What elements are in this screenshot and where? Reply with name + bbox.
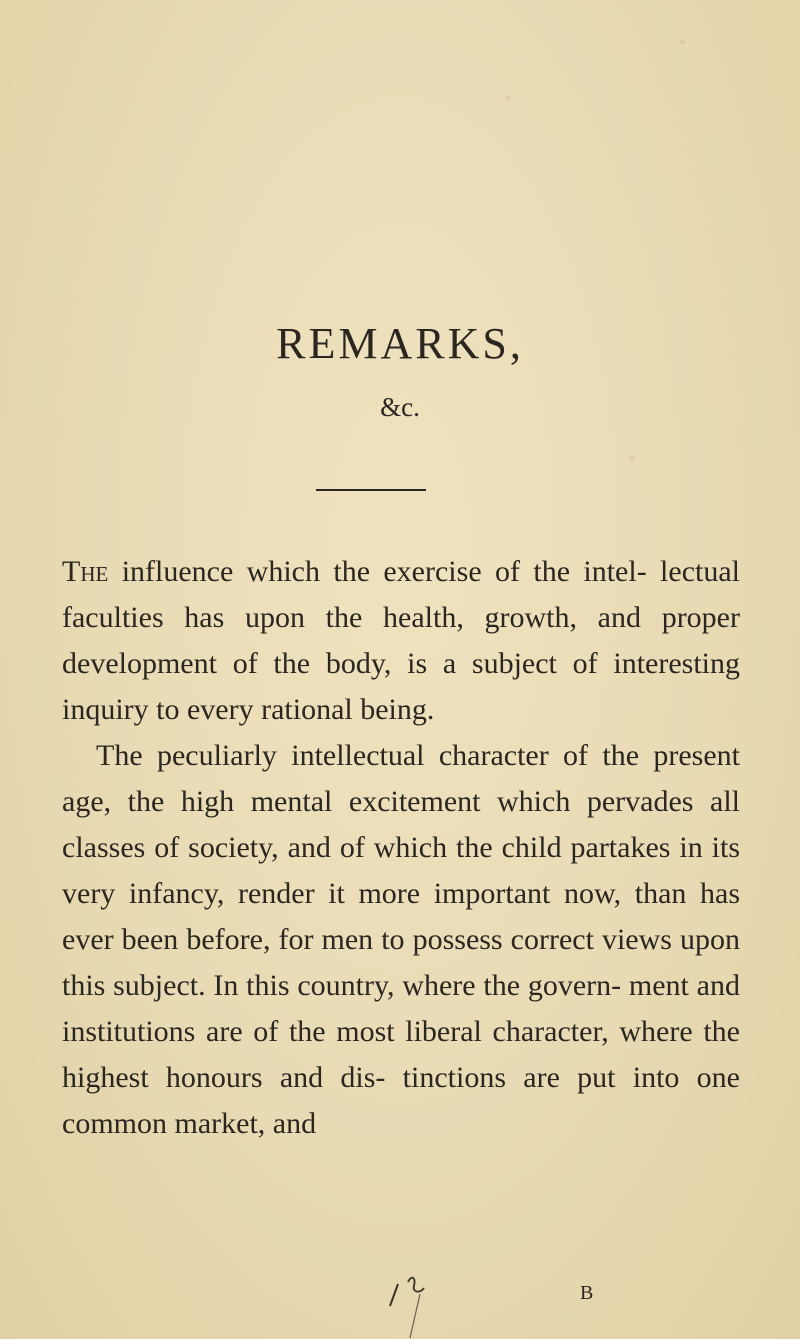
- paragraph-text: influence which the exercise of the intel- lectual faculties has upon the health, growth, and proper development of the body, is a subject of interesting inquiry to every rational being.: [62, 555, 740, 726]
- body-text: [62, 549, 740, 1147]
- page-stain: [630, 455, 635, 462]
- page-subtitle: &c.: [380, 392, 420, 422]
- page-stain: [505, 95, 511, 101]
- signature-mark: B: [580, 1282, 594, 1304]
- page-title: REMARKS,: [276, 319, 524, 368]
- page-stain: [680, 40, 685, 45]
- title-rule: [316, 489, 426, 491]
- handwritten-mark: [380, 1272, 440, 1339]
- paragraph: [62, 549, 740, 733]
- paragraph: The peculiarly intellectual character of the present age, the high mental excitement which pervades all classes of society, and of which the child partakes in its very infancy, render it more important now, than has ever been before, for men to possess correct views upon this subject. In this country, where the govern- ment and institutions are of the most liberal character, where the highest honours and dis- tinctions are put into one common market, and: [62, 739, 740, 1140]
- paragraph-lead-word: The: [62, 555, 109, 588]
